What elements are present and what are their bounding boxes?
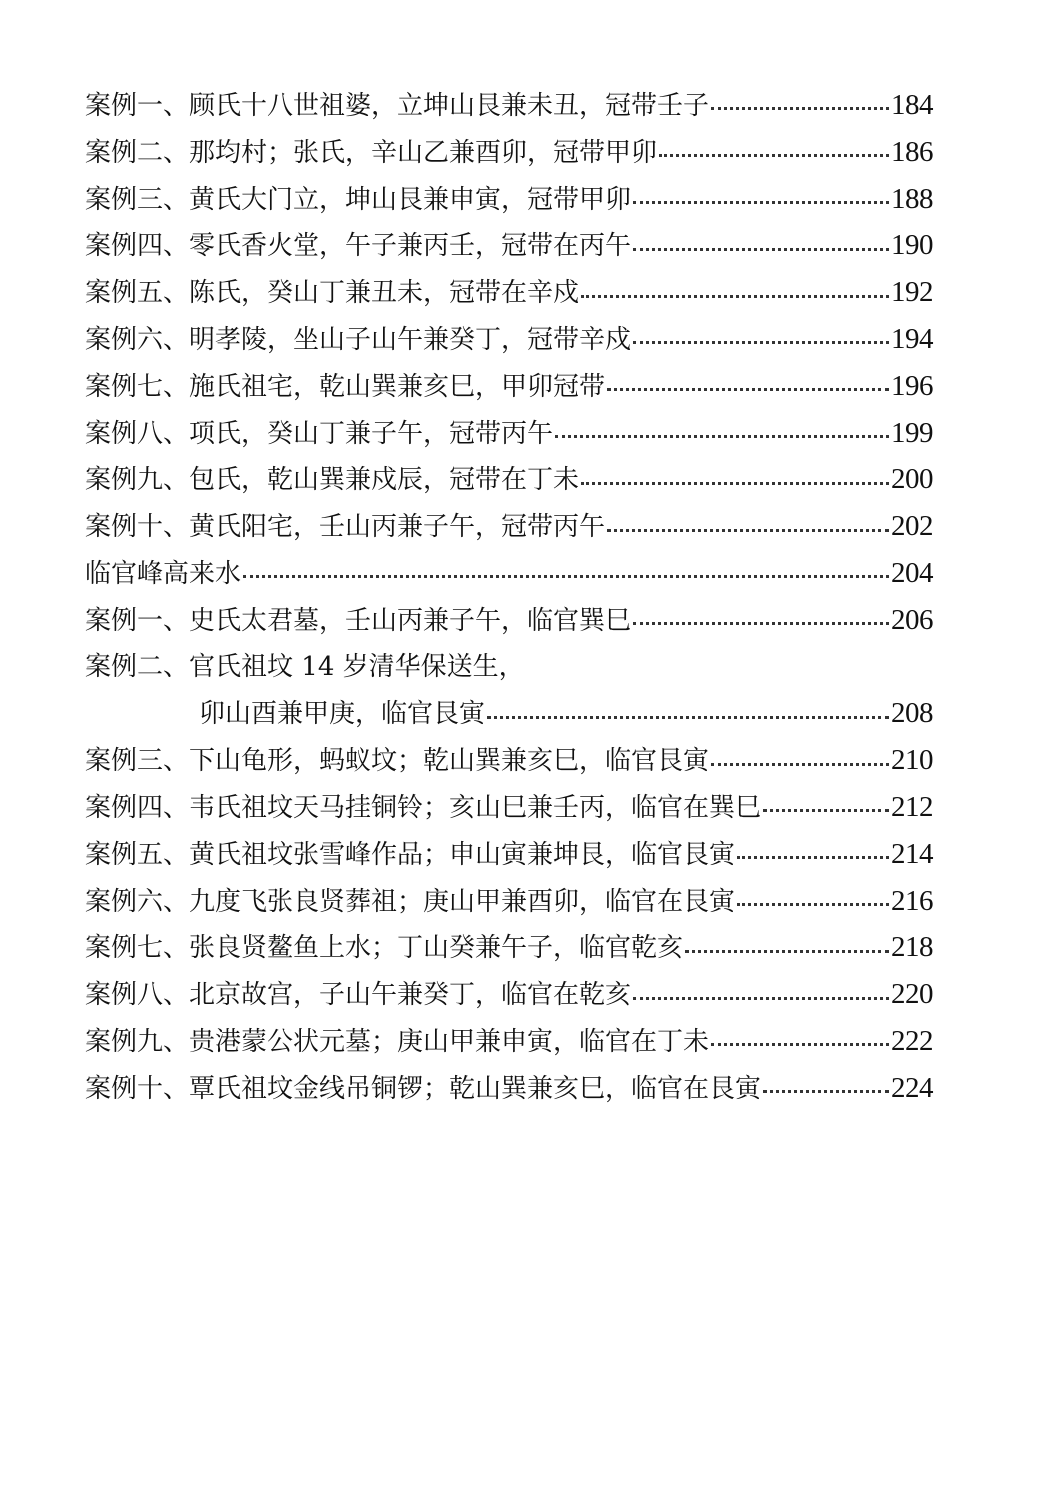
entry-title: 项氏，癸山丁兼子午，冠带丙午 <box>189 418 554 449</box>
entry-title: 顾氏十八世祖婆，立坤山艮兼未丑，冠带壬子 <box>189 91 710 121</box>
entry-title: 韦氏祖坟天马挂铜铃；亥山巳兼壬丙，临官在巽巳 <box>189 792 762 823</box>
entry-prefix: 案例一、 <box>85 605 190 636</box>
dot-leader <box>633 607 889 633</box>
page-number: 199 <box>891 416 933 449</box>
entry-title: 贵港蒙公状元墓；庚山甲兼申寅，临官在丁未 <box>189 1026 710 1057</box>
entry-title: 黄氏祖坟张雪峰作品；申山寅兼坤艮，临官艮寅 <box>189 839 736 870</box>
dot-leader <box>659 139 889 165</box>
toc-entry[interactable] <box>85 363 933 410</box>
dot-leader <box>685 935 889 961</box>
entry-title: 明孝陵，坐山子山午兼癸丁，冠带辛戍 <box>189 324 632 355</box>
entry-title: 张良贤鳌鱼上水；丁山癸兼午子，临官乾亥 <box>189 933 684 964</box>
toc-entry[interactable] <box>85 644 933 691</box>
page-number: 196 <box>891 369 933 402</box>
entry-prefix: 案例三、 <box>85 746 190 777</box>
table-of-contents <box>85 82 933 1112</box>
entry-prefix: 案例四、 <box>85 231 190 262</box>
dot-leader <box>763 1075 889 1101</box>
toc-entry[interactable] <box>85 597 933 644</box>
entry-prefix: 案例六、 <box>85 886 190 917</box>
page-number: 224 <box>891 1071 933 1104</box>
page-number: 208 <box>891 697 933 730</box>
page-number: 204 <box>891 556 933 589</box>
section-title: 临官峰高来水 <box>85 558 242 589</box>
toc-entry[interactable] <box>85 316 933 363</box>
entry-title: 那均村；张氏，辛山乙兼酉卯，冠带甲卯 <box>189 137 658 168</box>
dot-leader <box>607 514 889 540</box>
toc-entry[interactable] <box>85 129 933 176</box>
entry-prefix: 案例二、 <box>85 137 190 168</box>
page-number: 216 <box>891 884 933 917</box>
entry-prefix: 案例十、 <box>85 512 190 543</box>
dot-leader <box>737 888 889 914</box>
page-number: 190 <box>891 229 933 262</box>
toc-entry[interactable] <box>85 503 933 550</box>
entry-prefix: 案例七、 <box>85 371 190 402</box>
page-number: 214 <box>891 837 933 870</box>
toc-entry[interactable] <box>85 737 933 784</box>
entry-title: 九度飞张良贤葬祖；庚山甲兼酉卯，临官在艮寅 <box>189 886 736 917</box>
toc-entry[interactable] <box>85 831 933 878</box>
dot-leader <box>633 186 889 212</box>
dot-leader <box>711 748 889 774</box>
entry-prefix: 案例八、 <box>85 418 190 449</box>
page-number: 202 <box>891 510 933 543</box>
dot-leader <box>607 373 889 399</box>
entry-title: 官氏祖坟 14 岁清华保送生， <box>189 651 525 682</box>
page-number: 222 <box>891 1024 933 1057</box>
page-number: 186 <box>891 135 933 168</box>
page-number: 218 <box>891 931 933 964</box>
entry-prefix: 案例六、 <box>85 324 190 355</box>
toc-entry[interactable] <box>85 1018 933 1065</box>
toc-entry[interactable] <box>85 410 933 457</box>
toc-entry[interactable] <box>85 222 933 269</box>
entry-prefix: 案例八、 <box>85 980 190 1011</box>
entry-prefix: 案例二、 <box>85 651 190 682</box>
entry-title: 陈氏，癸山丁兼丑未，冠带在辛戍 <box>189 278 580 309</box>
toc-entry[interactable] <box>85 82 933 129</box>
toc-entry[interactable] <box>85 456 933 503</box>
toc-entry[interactable] <box>85 971 933 1018</box>
dot-leader <box>633 982 889 1008</box>
toc-entry[interactable] <box>85 924 933 971</box>
page-number: 194 <box>891 322 933 355</box>
entry-title: 北京故宫，子山午兼癸丁，临官在乾亥 <box>189 980 632 1011</box>
page-number: 206 <box>891 603 933 636</box>
dot-leader <box>243 560 889 586</box>
entry-prefix: 案例一、 <box>85 91 190 121</box>
page-number: 210 <box>891 744 933 777</box>
dot-leader <box>581 467 889 493</box>
toc-entry[interactable] <box>85 269 933 316</box>
dot-leader <box>633 326 889 352</box>
toc-section-heading[interactable] <box>85 550 933 597</box>
page-number: 220 <box>891 978 933 1011</box>
entry-prefix: 案例五、 <box>85 278 190 309</box>
dot-leader <box>763 794 889 820</box>
dot-leader <box>737 841 889 867</box>
page-number: 192 <box>891 276 933 309</box>
entry-title: 史氏太君墓，壬山丙兼子午，临官巽巳 <box>189 605 632 636</box>
entry-title: 卯山酉兼甲庚，临官艮寅 <box>199 699 486 730</box>
toc-entry[interactable] <box>85 784 933 831</box>
entry-prefix: 案例三、 <box>85 184 190 215</box>
page-number: 188 <box>891 182 933 215</box>
entry-title: 包氏，乾山巽兼戍辰，冠带在丁未 <box>189 465 580 496</box>
entry-title: 黄氏阳宅，壬山丙兼子午，冠带丙午 <box>189 512 606 543</box>
page-number: 212 <box>891 790 933 823</box>
entry-title: 下山龟形，蚂蚁坟；乾山巽兼亥巳，临官艮寅 <box>189 746 710 777</box>
dot-leader <box>711 1028 889 1054</box>
entry-prefix: 案例四、 <box>85 792 190 823</box>
entry-prefix: 案例五、 <box>85 839 190 870</box>
entry-prefix: 案例七、 <box>85 933 190 964</box>
dot-leader <box>581 280 889 306</box>
dot-leader <box>711 92 889 118</box>
toc-entry[interactable] <box>85 1065 933 1112</box>
entry-prefix: 案例九、 <box>85 465 190 496</box>
entry-title: 黄氏大门立，坤山艮兼申寅，冠带甲卯 <box>189 184 632 215</box>
entry-title: 覃氏祖坟金线吊铜锣；乾山巽兼亥巳，临官在艮寅 <box>189 1073 762 1104</box>
dot-leader <box>633 233 889 259</box>
dot-leader <box>555 420 889 446</box>
entry-title: 施氏祖宅，乾山巽兼亥巳，甲卯冠带 <box>189 371 606 402</box>
toc-entry-continuation[interactable] <box>85 690 933 737</box>
toc-entry[interactable] <box>85 176 933 223</box>
page-number: 200 <box>891 463 933 496</box>
dot-leader <box>487 701 889 727</box>
toc-entry[interactable] <box>85 878 933 925</box>
entry-title: 零氏香火堂，午子兼丙壬，冠带在丙午 <box>189 231 632 262</box>
entry-prefix: 案例十、 <box>85 1073 190 1104</box>
entry-prefix: 案例九、 <box>85 1026 190 1057</box>
page-number: 184 <box>891 89 933 121</box>
